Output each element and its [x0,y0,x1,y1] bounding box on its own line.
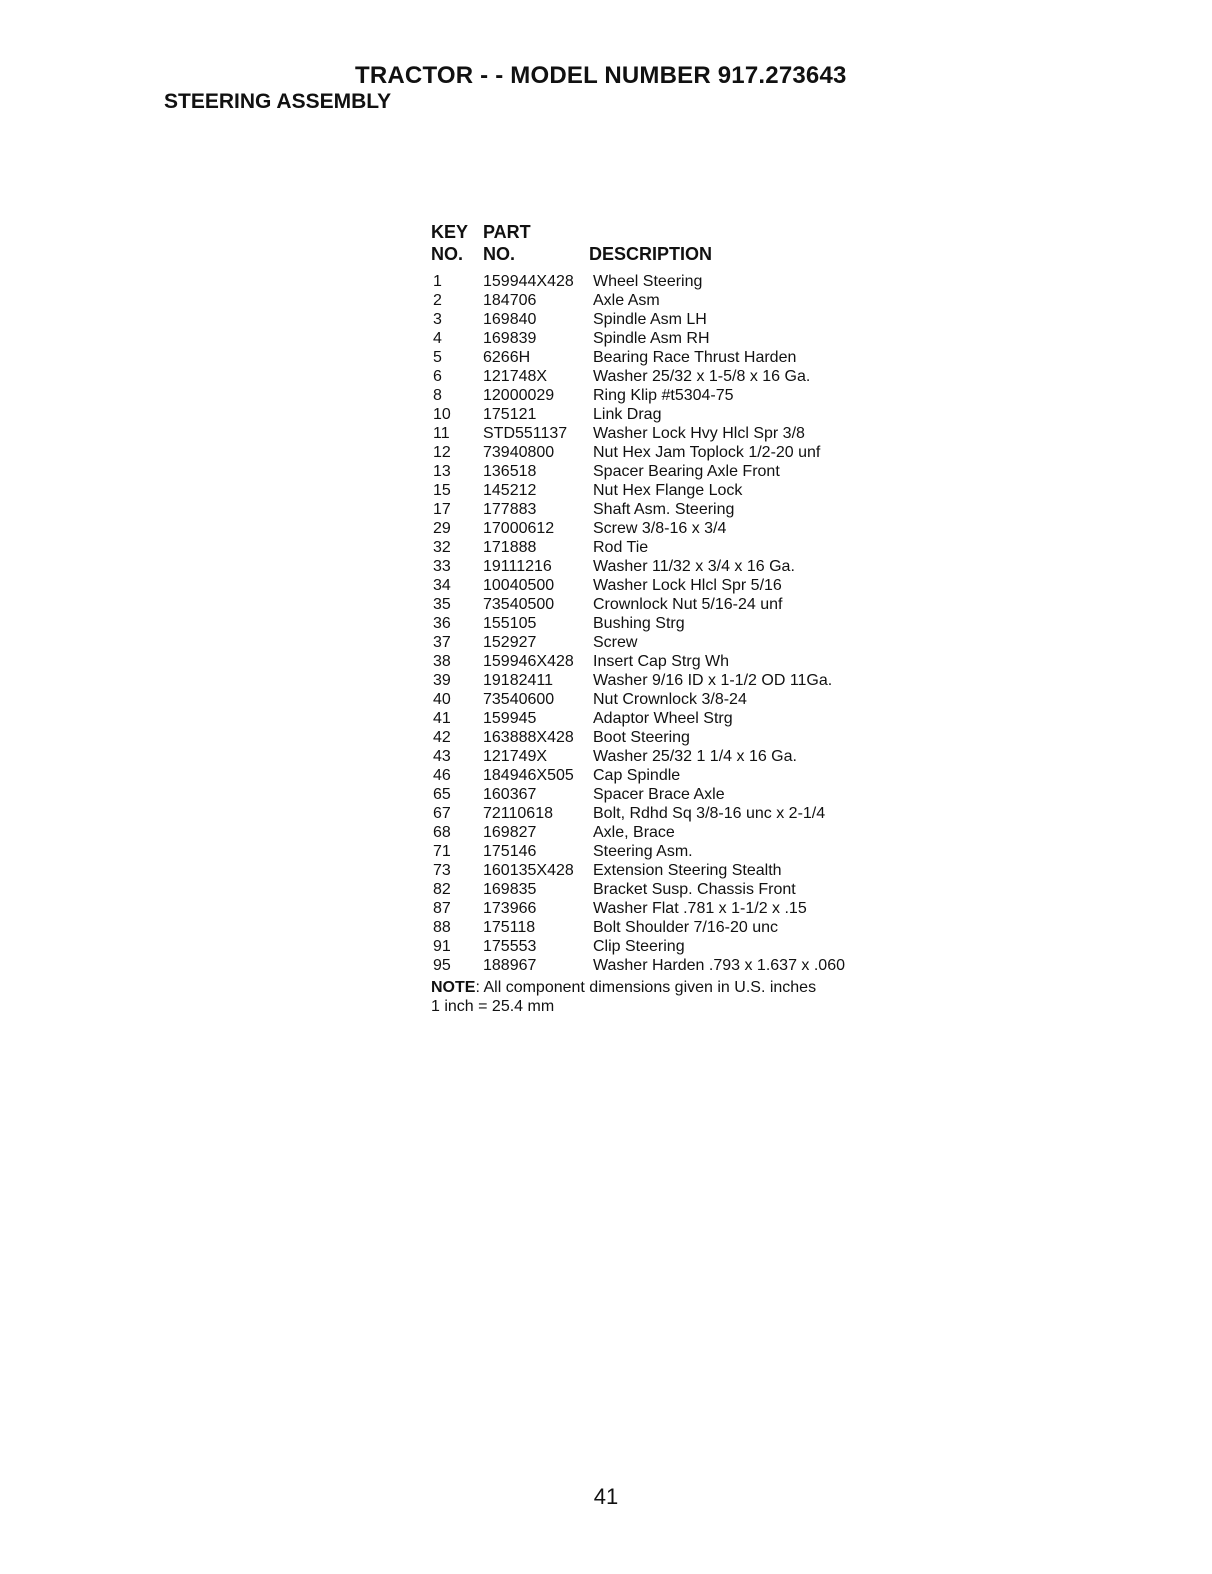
part-number: 19182411 [483,672,553,689]
part-description: Nut Hex Flange Lock [593,482,743,499]
part-description: Cap Spindle [593,767,681,784]
table-row [431,690,891,709]
part-description: Bolt, Rdhd Sq 3/8-16 unc x 2-1/4 [593,805,826,822]
part-number: 173966 [483,900,537,917]
table-row [431,842,891,861]
key-number: 37 [433,634,451,651]
part-description: Washer Harden .793 x 1.637 x .060 [593,957,845,974]
part-description: Boot Steering [593,729,690,746]
table-row [431,956,891,975]
part-description: Nut Hex Jam Toplock 1/2-20 unf [593,444,821,461]
part-description: Shaft Asm. Steering [593,501,735,518]
table-row [431,557,891,576]
key-number: 4 [433,330,442,347]
part-number: 12000029 [483,387,555,404]
part-description: Extension Steering Stealth [593,862,782,879]
part-number: 169835 [483,881,537,898]
key-number: 40 [433,691,451,708]
table-row [431,481,891,500]
page-title: TRACTOR - - MODEL NUMBER 917.273643 [355,62,847,89]
key-number: 87 [433,900,451,917]
table-row [431,424,891,443]
table-row [431,747,891,766]
key-number: 34 [433,577,451,594]
part-number: 10040500 [483,577,555,594]
part-number: 169839 [483,330,537,347]
part-number: 136518 [483,463,537,480]
part-number: 159945 [483,710,537,727]
key-number: 12 [433,444,451,461]
part-description: Washer 9/16 ID x 1-1/2 OD 11Ga. [593,672,833,689]
part-number: 175146 [483,843,537,860]
part-number: 160135X428 [483,862,574,879]
key-number: 29 [433,520,451,537]
part-description: Axle, Brace [593,824,675,841]
table-row [431,823,891,842]
parts-rows [431,272,891,975]
part-number: 6266H [483,349,531,366]
note-text: : All component dimensions given in U.S. inches [475,979,817,996]
key-header: KEY [431,222,469,242]
part-description: Axle Asm [593,292,660,309]
key-no-header: NO. [431,244,464,264]
key-number: 46 [433,767,451,784]
part-number: 188967 [483,957,537,974]
table-row [431,785,891,804]
table-row [431,937,891,956]
section-title: STEERING ASSEMBLY [164,90,392,113]
part-description: Clip Steering [593,938,685,955]
table-row [431,614,891,633]
note-conversion: 1 inch = 25.4 mm [431,998,555,1015]
key-number: 32 [433,539,451,556]
part-number: 19111216 [483,558,552,575]
table-row [431,804,891,823]
part-number: 184706 [483,292,537,309]
key-number: 11 [433,425,450,442]
part-description: Washer 25/32 x 1-5/8 x 16 Ga. [593,368,811,385]
part-description: Ring Klip #t5304-75 [593,387,734,404]
key-number: 39 [433,672,451,689]
table-row [431,386,891,405]
key-number: 41 [433,710,451,727]
table-row [431,880,891,899]
part-number: 169827 [483,824,537,841]
part-description: Spacer Brace Axle [593,786,725,803]
part-number: 160367 [483,786,537,803]
part-number: 73540500 [483,596,555,613]
part-description: Spindle Asm LH [593,311,707,328]
table-row [431,462,891,481]
table-row [431,652,891,671]
part-number: 145212 [483,482,537,499]
key-number: 33 [433,558,451,575]
key-number: 10 [433,406,451,423]
key-number: 68 [433,824,451,841]
part-description: Bracket Susp. Chassis Front [593,881,796,898]
part-number: 171888 [483,539,537,556]
part-description: Screw [593,634,638,651]
key-number: 8 [433,387,442,404]
table-row [431,310,891,329]
part-number: 72110618 [483,805,553,822]
table-row [431,291,891,310]
part-description: Spindle Asm RH [593,330,710,347]
part-description: Wheel Steering [593,273,703,290]
page-number: 41 [593,1484,619,1509]
part-description: Bolt Shoulder 7/16-20 unc [593,919,779,936]
part-description: Rod Tie [593,539,649,556]
table-row [431,766,891,785]
table-row [431,633,891,652]
table-row [431,671,891,690]
part-number: 17000612 [483,520,555,537]
table-row [431,918,891,937]
key-number: 38 [433,653,451,670]
part-description: Insert Cap Strg Wh [593,653,730,670]
part-number: 177883 [483,501,537,518]
part-number: 73540600 [483,691,555,708]
key-number: 91 [433,938,451,955]
key-number: 71 [433,843,451,860]
part-description: Washer 11/32 x 3/4 x 16 Ga. [593,558,795,575]
table-header-row-2 [431,243,891,265]
key-number: 1 [433,273,442,290]
table-row [431,861,891,880]
parts-list [431,221,891,1016]
key-number: 36 [433,615,451,632]
part-number: 163888X428 [483,729,574,746]
table-row [431,519,891,538]
key-number: 67 [433,805,451,822]
part-description: Crownlock Nut 5/16-24 unf [593,596,783,613]
key-number: 17 [433,501,451,518]
part-number: 121748X [483,368,548,385]
note-label: NOTE [431,979,476,996]
key-number: 95 [433,957,451,974]
part-description: Spacer Bearing Axle Front [593,463,780,480]
table-row [431,329,891,348]
part-number: 159946X428 [483,653,574,670]
key-number: 82 [433,881,451,898]
key-number: 35 [433,596,451,613]
table-row [431,500,891,519]
table-row [431,405,891,424]
part-number: 184946X505 [483,767,574,784]
part-description: Steering Asm. [593,843,693,860]
part-description: Adaptor Wheel Strg [593,710,733,727]
table-row [431,576,891,595]
key-number: 2 [433,292,442,309]
part-number: 175553 [483,938,537,955]
key-number: 5 [433,349,442,366]
part-number: 175118 [483,919,536,936]
description-header: DESCRIPTION [589,244,713,264]
table-row [431,443,891,462]
part-description: Nut Crownlock 3/8-24 [593,691,747,708]
key-number: 6 [433,368,442,385]
key-number: 15 [433,482,451,499]
key-number: 65 [433,786,451,803]
part-no-header: NO. [483,244,516,264]
part-number: 159944X428 [483,273,574,290]
part-number: 121749X [483,748,548,765]
part-number: 73940800 [483,444,555,461]
part-number: 169840 [483,311,537,328]
part-description: Washer Lock Hlcl Spr 5/16 [593,577,782,594]
table-row [431,899,891,918]
part-number: 155105 [483,615,537,632]
part-description: Screw 3/8-16 x 3/4 [593,520,727,537]
table-row [431,348,891,367]
table-row [431,538,891,557]
table-header-row-1 [431,221,891,243]
key-number: 43 [433,748,451,765]
table-row [431,709,891,728]
part-description: Washer Flat .781 x 1-1/2 x .15 [593,900,807,917]
table-row [431,367,891,386]
key-number: 13 [433,463,451,480]
key-number: 3 [433,311,442,328]
key-number: 42 [433,729,451,746]
part-number: 175121 [483,406,537,423]
key-number: 88 [433,919,451,936]
part-header: PART [483,222,531,242]
part-number: STD551137 [483,425,568,442]
part-description: Washer 25/32 1 1/4 x 16 Ga. [593,748,797,765]
part-description: Washer Lock Hvy Hlcl Spr 3/8 [593,425,805,442]
key-number: 73 [433,862,451,879]
table-row [431,272,891,291]
note [431,978,891,997]
table-row [431,595,891,614]
part-description: Bushing Strg [593,615,685,632]
part-description: Link Drag [593,406,662,423]
table-row [431,728,891,747]
part-description: Bearing Race Thrust Harden [593,349,797,366]
part-number: 152927 [483,634,537,651]
